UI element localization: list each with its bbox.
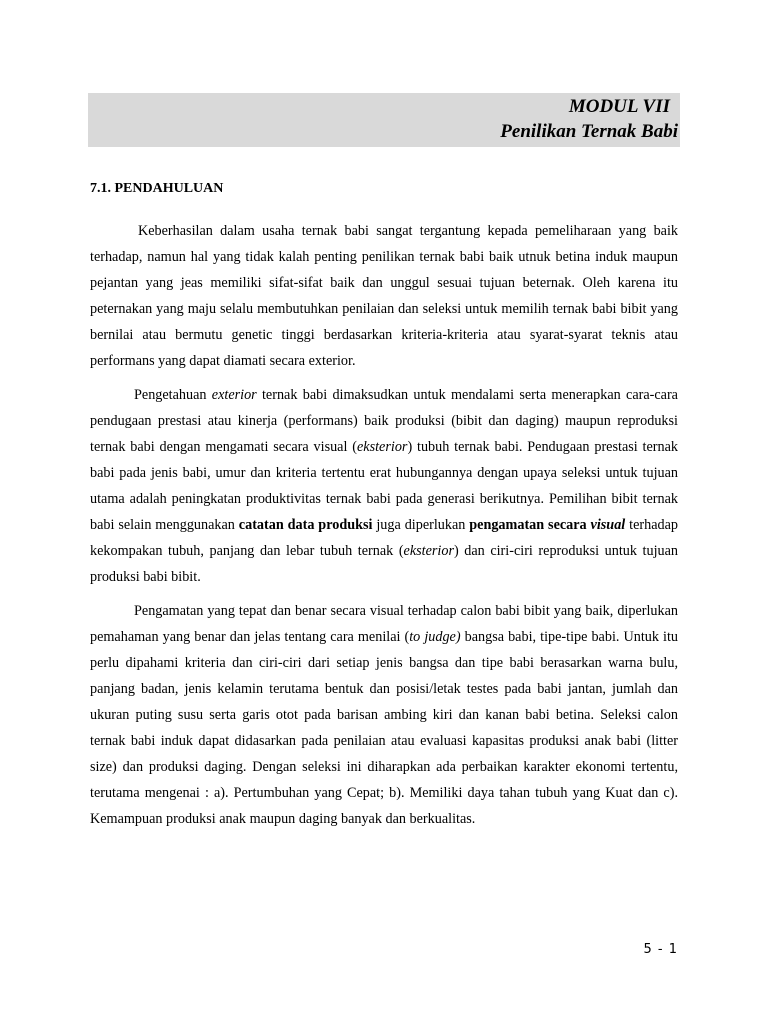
section-heading: 7.1. PENDAHULUAN	[90, 181, 224, 196]
text-span: Pengetahuan	[134, 387, 212, 403]
bold-italic-term: visual	[590, 517, 626, 533]
italic-term: exterior	[211, 387, 257, 403]
bold-term: pengamatan secara	[469, 517, 591, 533]
module-header-band	[88, 93, 680, 147]
paragraph-intro: Keberhasilan dalam usaha ternak babi sangat tergantung kepada pemeliharaan yang baik terhadap, namun hal yang tidak kalah penting penilikan ternak babi baik utnuk betina induk maupun pejantan yang jeas memiliki sifat-sifat baik dan unggul sesuai tujuan beternak. Oleh karena itu peternakan yang maju selalu membutuhkan penilaian dan seleksi untuk memilih ternak babi bibit yang bernilai atau bermutu genetic tinggi berdasarkan kriteria-kriteria atau syarat-syarat teknis atau performans yang dapat diamati secara exterior.	[90, 223, 678, 369]
italic-term: to judge)	[409, 629, 461, 645]
italic-term: eksterior	[403, 543, 454, 559]
module-subtitle: Penilikan Ternak Babi	[500, 121, 678, 142]
text-span: juga diperlukan	[372, 517, 470, 533]
text-span: bangsa babi, tipe-tipe babi. Untuk itu perlu dipahami kriteria dan ciri-ciri dari setiap jenis bangsa dan tipe babi berasarkan warna bulu, panjang badan, jenis kelamin terutama bentuk dan posisi/letak testes pada babi jantan, jumlah dan ukuran puting susu serta garis otot pada barisan ambing kiri dan kanan babi betina. Seleksi calon ternak babi induk dapat didasarkan pada penilaian atau evaluasi kapasitas produksi anak babi (litter size) dan produksi daging. Dengan seleksi ini diharapkan ada perbaikan karakter ekonomi tertentu, terutama mengenai : a). Pertumbuhan yang Cepat; b). Memiliki daya tahan tubuh yang Kuat dan c). Kemampuan produksi anak maupun daging banyak dan berkualitas.	[90, 629, 678, 827]
text-span: ) dan ciri-ciri reproduksi untuk tujuan produksi babi bibit.	[90, 543, 679, 585]
paragraph-visual-observation	[90, 598, 678, 832]
document-body	[90, 218, 678, 840]
text-span: terhadap kekompakan tubuh, panjang dan lebar tubuh ternak (	[90, 517, 678, 559]
bold-term: catatan data produksi	[238, 517, 373, 533]
text-span: ternak babi dimaksudkan untuk mendalami serta menerapkan cara-cara pendugaan prestasi atau kinerja (performans) baik produksi (bibit dan daging) maupun reproduksi ternak babi dengan mengamati secara visual (	[90, 387, 678, 455]
page-number: 5 - 1	[643, 942, 678, 957]
italic-term: eksterior	[357, 439, 408, 455]
text-span: ) tubuh ternak babi. Pendugaan prestasi ternak babi pada jenis babi, umur dan kriteria tertentu erat hubungannya dengan upaya seleksi untuk tujuan utama adalah peningkatan produktivitas ternak babi pada generasi berikutnya. Pemilihan bibit ternak babi selain menggunakan	[90, 439, 678, 533]
text-span: Pengamatan yang tepat dan benar secara visual terhadap calon babi bibit yang baik, diperlukan pemahaman yang benar dan jelas tentang cara menilai (	[90, 603, 678, 645]
module-title: MODUL VII	[568, 96, 670, 117]
paragraph-exterior-knowledge	[90, 382, 678, 590]
